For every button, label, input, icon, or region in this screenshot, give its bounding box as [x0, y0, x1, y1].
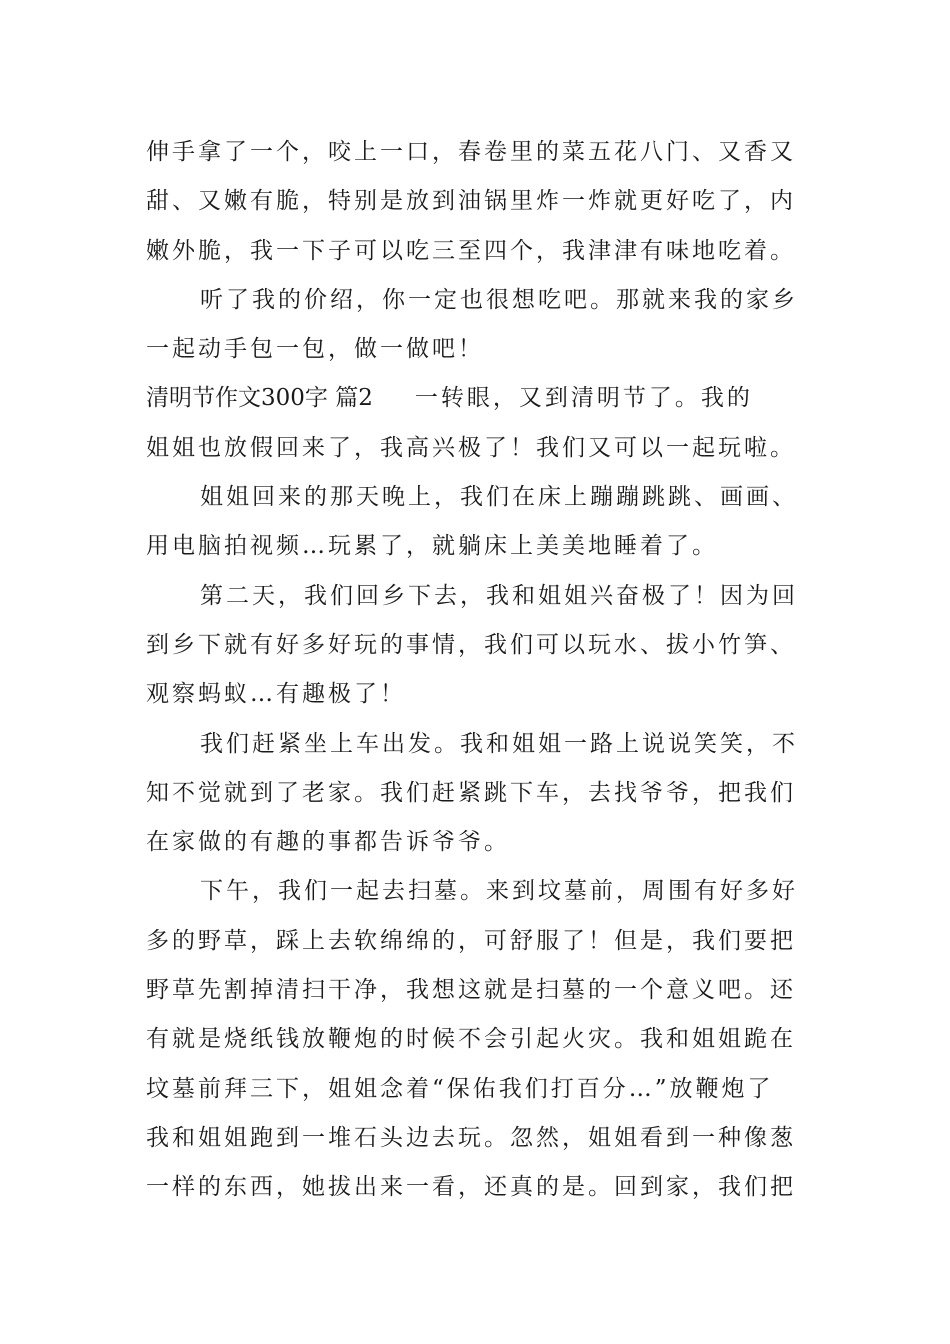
text-line: 到乡下就有好多好玩的事情，我们可以玩水、拔小竹笋、	[146, 631, 796, 658]
text-line: 知不觉就到了老家。我们赶紧跳下车，去找爷爷，把我们	[146, 779, 796, 806]
text-line: 姐姐也放假回来了，我高兴极了！我们又可以一起玩啦。	[146, 434, 796, 461]
paragraph-first-line: 姐姐回来的那天晚上，我们在床上蹦蹦跳跳、画画、	[200, 484, 798, 511]
text-line: 用电脑拍视频…玩累了，就躺床上美美地睡着了。	[146, 533, 718, 560]
text-line: 在家做的有趣的事都告诉爷爷。	[146, 829, 510, 856]
text-line: 嫩外脆，我一下子可以吃三至四个，我津津有味地吃着。	[146, 237, 796, 264]
paragraph-first-line: 我们赶紧坐上车出发。我和姐姐一路上说说笑笑，不	[200, 730, 798, 757]
paragraph-first-line: 下午，我们一起去扫墓。来到坟墓前，周围有好多好	[200, 878, 798, 905]
paragraph-first-line: 第二天，我们回乡下去，我和姐姐兴奋极了！因为回	[200, 582, 798, 609]
essay-body	[146, 128, 814, 1213]
text-line: 我和姐姐跑到一堆石头边去玩。忽然，姐姐看到一种像葱	[146, 1124, 796, 1151]
text-line: 甜、又嫩有脆，特别是放到油锅里炸一炸就更好吃了，内	[146, 188, 796, 215]
section-heading: 清明节作文300字 篇2	[146, 385, 373, 412]
text-line: 观察蚂蚁…有趣极了！	[146, 681, 406, 708]
text-line: 有就是烧纸钱放鞭炮的时候不会引起火灾。我和姐姐跪在	[146, 1026, 796, 1053]
text-line: 一样的东西，她拔出来一看，还真的是。回到家，我们把	[146, 1174, 796, 1201]
text-line: 一起动手包一包，做一做吧！	[146, 336, 484, 363]
text-line: 多的野草，踩上去软绵绵的，可舒服了！但是，我们要把	[146, 927, 796, 954]
text-line: 伸手拿了一个，咬上一口，春卷里的菜五花八门、又香又	[146, 139, 796, 165]
section-heading-line	[146, 374, 814, 423]
section-first-line: 一转眼，又到清明节了。我的	[414, 385, 753, 412]
text-line: 坟墓前拜三下，姐姐念着“保佑我们打百分…”放鞭炮了	[146, 1075, 774, 1102]
text-line: 野草先割掉清扫干净，我想这就是扫墓的一个意义吧。还	[146, 977, 796, 1004]
paragraph-first-line: 听了我的价绍，你一定也很想吃吧。那就来我的家乡	[200, 286, 798, 313]
